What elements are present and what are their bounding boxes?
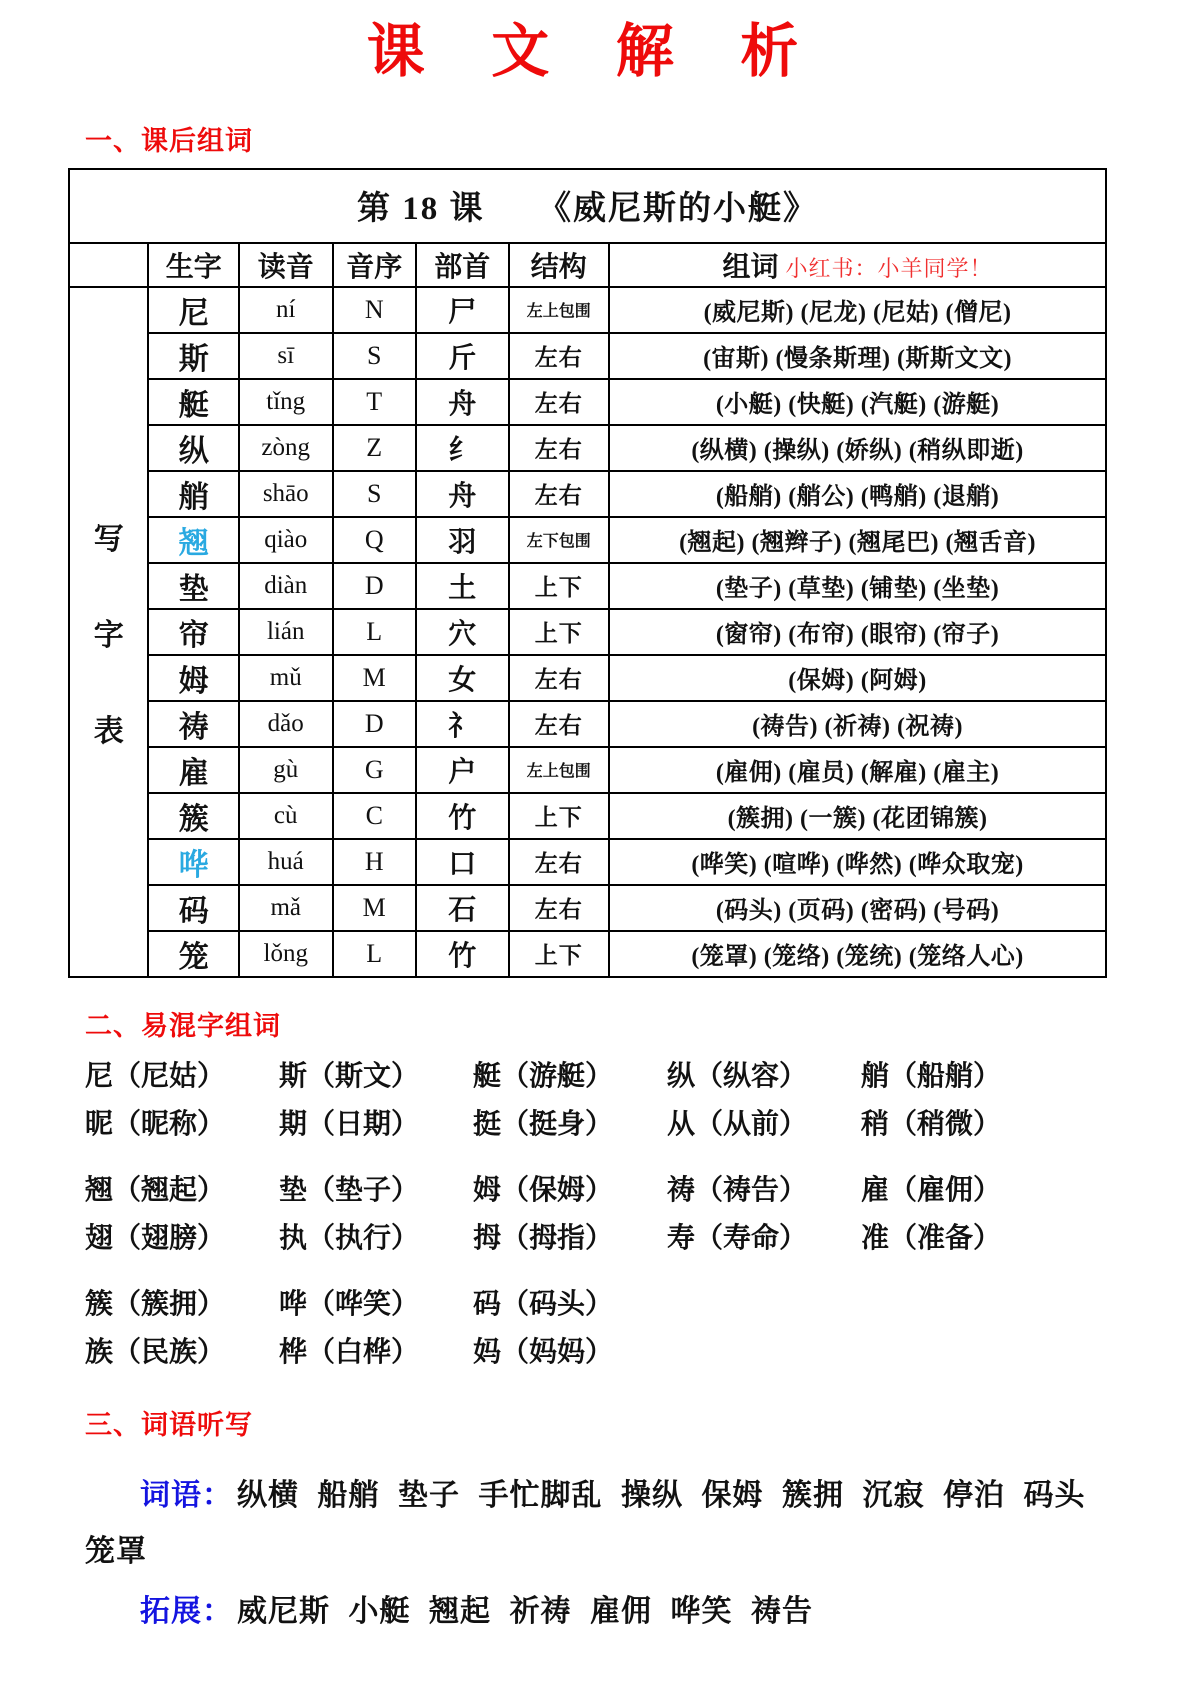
confusable-row: [85, 1329, 1191, 1377]
words-cell: (哗笑) (喧哗) (哗然) (哗众取宠): [609, 839, 1106, 885]
confusable-pair: 从（从前）: [667, 1108, 808, 1140]
table-row: [69, 839, 1106, 885]
pinyin-cell: lián: [239, 609, 333, 655]
confusable-pair: 垫（垫子）: [279, 1174, 420, 1206]
pinyin-cell: ní: [239, 287, 333, 333]
pinyin-cell: lǒng: [239, 931, 333, 977]
header-radical: 部首: [416, 243, 509, 287]
char-cell: 尼: [148, 287, 239, 333]
char-cell: 笼: [148, 931, 239, 977]
char-cell: 姆: [148, 655, 239, 701]
table-row: [69, 563, 1106, 609]
radical-cell: 穴: [416, 609, 509, 655]
words-cell: (翘起) (翘辫子) (翘尾巴) (翘舌音): [609, 517, 1106, 563]
confusable-row: [85, 1281, 1191, 1329]
confusable-pair: 姆（保姆）: [473, 1174, 614, 1206]
table-body: [69, 169, 1106, 977]
structure-cell: 左右: [509, 471, 610, 517]
pinyin-cell: dǎo: [239, 701, 333, 747]
words-cell: (簇拥) (一簇) (花团锦簇): [609, 793, 1106, 839]
pinyin-cell: sī: [239, 333, 333, 379]
char-cell: 垫: [148, 563, 239, 609]
section2-heading: 二、易混字组词: [85, 1010, 281, 1041]
vocab-table: [68, 168, 1107, 978]
pinyin-cell: mǎ: [239, 885, 333, 931]
header-words: [609, 243, 1106, 287]
confusable-pair: 码（码头）: [473, 1288, 614, 1320]
structure-cell: 左右: [509, 885, 610, 931]
char-cell: 雇: [148, 747, 239, 793]
confusable-pair: 桦（白桦）: [279, 1336, 420, 1368]
initial-cell: M: [333, 885, 416, 931]
char-cell: 码: [148, 885, 239, 931]
confusable-row: [85, 1215, 1191, 1263]
initial-cell: D: [333, 563, 416, 609]
table-row: [69, 701, 1106, 747]
initial-cell: C: [333, 793, 416, 839]
words-cell: (笼罩) (笼络) (笼统) (笼络人心): [609, 931, 1106, 977]
confusable-pair: 雇（雇佣）: [861, 1174, 1002, 1206]
lesson-title: 第 18 课 《威尼斯的小艇》: [69, 169, 1106, 243]
confusable-pair: 期（日期）: [279, 1108, 420, 1140]
confusable-pair: 妈（妈妈）: [473, 1336, 614, 1368]
pinyin-cell: tǐng: [239, 379, 333, 425]
char-cell: 哗: [148, 839, 239, 885]
radical-cell: 女: [416, 655, 509, 701]
confusable-pair: 艇（游艇）: [473, 1060, 614, 1092]
initial-cell: M: [333, 655, 416, 701]
structure-cell: 左右: [509, 655, 610, 701]
header-structure: 结构: [509, 243, 610, 287]
table-row: [69, 655, 1106, 701]
char-cell: 纵: [148, 425, 239, 471]
char-cell: 艇: [148, 379, 239, 425]
initial-cell: H: [333, 839, 416, 885]
confusable-row: [85, 1053, 1191, 1101]
lesson-title-row: [69, 169, 1106, 243]
initial-cell: L: [333, 609, 416, 655]
words-line1: 纵横 船艄 垫子 手忙脚乱 操纵 保姆 簇拥 沉寂 停泊 码头: [237, 1478, 1086, 1512]
pinyin-cell: qiào: [239, 517, 333, 563]
words-cell: (宙斯) (慢条斯理) (斯斯文文): [609, 333, 1106, 379]
confusable-pair: 挺（挺身）: [473, 1108, 614, 1140]
pinyin-cell: mǔ: [239, 655, 333, 701]
structure-cell: 左右: [509, 701, 610, 747]
structure-cell: 左上包围: [509, 287, 610, 333]
structure-cell: 左右: [509, 333, 610, 379]
char-cell: 祷: [148, 701, 239, 747]
words-cell: (威尼斯) (尼龙) (尼姑) (僧尼): [609, 287, 1106, 333]
side-label-char: 写: [93, 522, 124, 556]
initial-cell: S: [333, 333, 416, 379]
header-char: 生字: [148, 243, 239, 287]
confusable-row: [85, 1167, 1191, 1215]
structure-cell: 左右: [509, 839, 610, 885]
table-row: [69, 609, 1106, 655]
initial-cell: Q: [333, 517, 416, 563]
confusable-pair: 祷（祷告）: [667, 1174, 808, 1206]
char-cell: 斯: [148, 333, 239, 379]
structure-cell: 左右: [509, 379, 610, 425]
pinyin-cell: zòng: [239, 425, 333, 471]
radical-cell: 户: [416, 747, 509, 793]
radical-cell: 竹: [416, 931, 509, 977]
char-cell: 帘: [148, 609, 239, 655]
table-row: [69, 333, 1106, 379]
pinyin-cell: shāo: [239, 471, 333, 517]
initial-cell: G: [333, 747, 416, 793]
radical-cell: 舟: [416, 471, 509, 517]
radical-cell: 尸: [416, 287, 509, 333]
radical-cell: 羽: [416, 517, 509, 563]
confusable-groups: [85, 1053, 1191, 1377]
radical-cell: 舟: [416, 379, 509, 425]
expand-words: 威尼斯 小艇 翘起 祈祷 雇佣 哗笑 祷告: [237, 1594, 813, 1628]
side-label-char: 表: [93, 714, 124, 748]
confusable-pair: 稍（稍微）: [861, 1108, 1002, 1140]
corner-cell: [69, 243, 148, 287]
structure-cell: 上下: [509, 931, 610, 977]
confusable-group: [85, 1167, 1191, 1263]
confusable-pair: 执（执行）: [279, 1222, 420, 1254]
structure-cell: 上下: [509, 609, 610, 655]
pinyin-cell: diàn: [239, 563, 333, 609]
radical-cell: 斤: [416, 333, 509, 379]
confusable-group: [85, 1281, 1191, 1377]
radical-cell: 纟: [416, 425, 509, 471]
words-cell: (船艄) (艄公) (鸭艄) (退艄): [609, 471, 1106, 517]
table-row: [69, 517, 1106, 563]
confusable-pair: 斯（斯文）: [279, 1060, 420, 1092]
words-cell: (祷告) (祈祷) (祝祷): [609, 701, 1106, 747]
expand-label: 拓展：: [140, 1594, 233, 1628]
initial-cell: S: [333, 471, 416, 517]
confusable-pair: 哗（哗笑）: [279, 1288, 420, 1320]
pinyin-cell: huá: [239, 839, 333, 885]
table-row: [69, 931, 1106, 977]
side-label: [69, 287, 148, 977]
confusable-group: [85, 1053, 1191, 1149]
char-cell: 簇: [148, 793, 239, 839]
structure-cell: 左右: [509, 425, 610, 471]
confusable-pair: 翅（翅膀）: [85, 1222, 226, 1254]
table-row: [69, 287, 1106, 333]
words-cell: (窗帘) (布帘) (眼帘) (帘子): [609, 609, 1106, 655]
confusable-pair: 族（民族）: [85, 1336, 226, 1368]
table-row: [69, 379, 1106, 425]
initial-cell: Z: [333, 425, 416, 471]
radical-cell: 竹: [416, 793, 509, 839]
section1-heading: 一、课后组词: [85, 125, 253, 156]
words-line2: 笼罩: [85, 1534, 147, 1568]
table-row: [69, 793, 1106, 839]
initial-cell: L: [333, 931, 416, 977]
words-cell: (码头) (页码) (密码) (号码): [609, 885, 1106, 931]
radical-cell: 石: [416, 885, 509, 931]
words-cell: (垫子) (草垫) (铺垫) (坐垫): [609, 563, 1106, 609]
header-words-label: 组词: [722, 251, 779, 283]
confusable-pair: 纵（纵容）: [667, 1060, 808, 1092]
confusable-pair: 寿（寿命）: [667, 1222, 808, 1254]
radical-cell: 礻: [416, 701, 509, 747]
document-page: [0, 16, 1191, 1700]
initial-cell: T: [333, 379, 416, 425]
page-title: 课 文 解 析: [366, 19, 825, 84]
watermark-note: 小红书：小羊同学！: [785, 255, 993, 281]
words-cell: (雇佣) (雇员) (解雇) (雇主): [609, 747, 1106, 793]
confusable-pair: 拇（拇指）: [473, 1222, 614, 1254]
structure-cell: 左上包围: [509, 747, 610, 793]
confusable-row: [85, 1101, 1191, 1149]
structure-cell: 上下: [509, 563, 610, 609]
confusable-pair: 艄（船艄）: [861, 1060, 1002, 1092]
confusable-pair: 簇（簇拥）: [85, 1288, 226, 1320]
pinyin-cell: gù: [239, 747, 333, 793]
table-row: [69, 471, 1106, 517]
confusable-pair: 尼（尼姑）: [85, 1060, 226, 1092]
header-initial: 音序: [333, 243, 416, 287]
dictation-expand: [85, 1584, 1191, 1640]
side-label-char: 字: [93, 618, 124, 652]
radical-cell: 口: [416, 839, 509, 885]
pinyin-cell: cù: [239, 793, 333, 839]
radical-cell: 土: [416, 563, 509, 609]
confusable-pair: 准（准备）: [861, 1222, 1002, 1254]
words-cell: (保姆) (阿姆): [609, 655, 1106, 701]
section3-heading: 三、词语听写: [85, 1409, 253, 1440]
header-pinyin: 读音: [239, 243, 333, 287]
table-row: [69, 425, 1106, 471]
table-row: [69, 885, 1106, 931]
table-header-row: [69, 243, 1106, 287]
words-cell: (小艇) (快艇) (汽艇) (游艇): [609, 379, 1106, 425]
initial-cell: D: [333, 701, 416, 747]
words-cell: (纵横) (操纵) (娇纵) (稍纵即逝): [609, 425, 1106, 471]
structure-cell: 左下包围: [509, 517, 610, 563]
words-label: 词语：: [140, 1478, 233, 1512]
table-row: [69, 747, 1106, 793]
confusable-pair: 翘（翘起）: [85, 1174, 226, 1206]
char-cell: 翘: [148, 517, 239, 563]
structure-cell: 上下: [509, 793, 610, 839]
dictation-words: [85, 1468, 1191, 1580]
confusable-pair: 昵（昵称）: [85, 1108, 226, 1140]
initial-cell: N: [333, 287, 416, 333]
char-cell: 艄: [148, 471, 239, 517]
